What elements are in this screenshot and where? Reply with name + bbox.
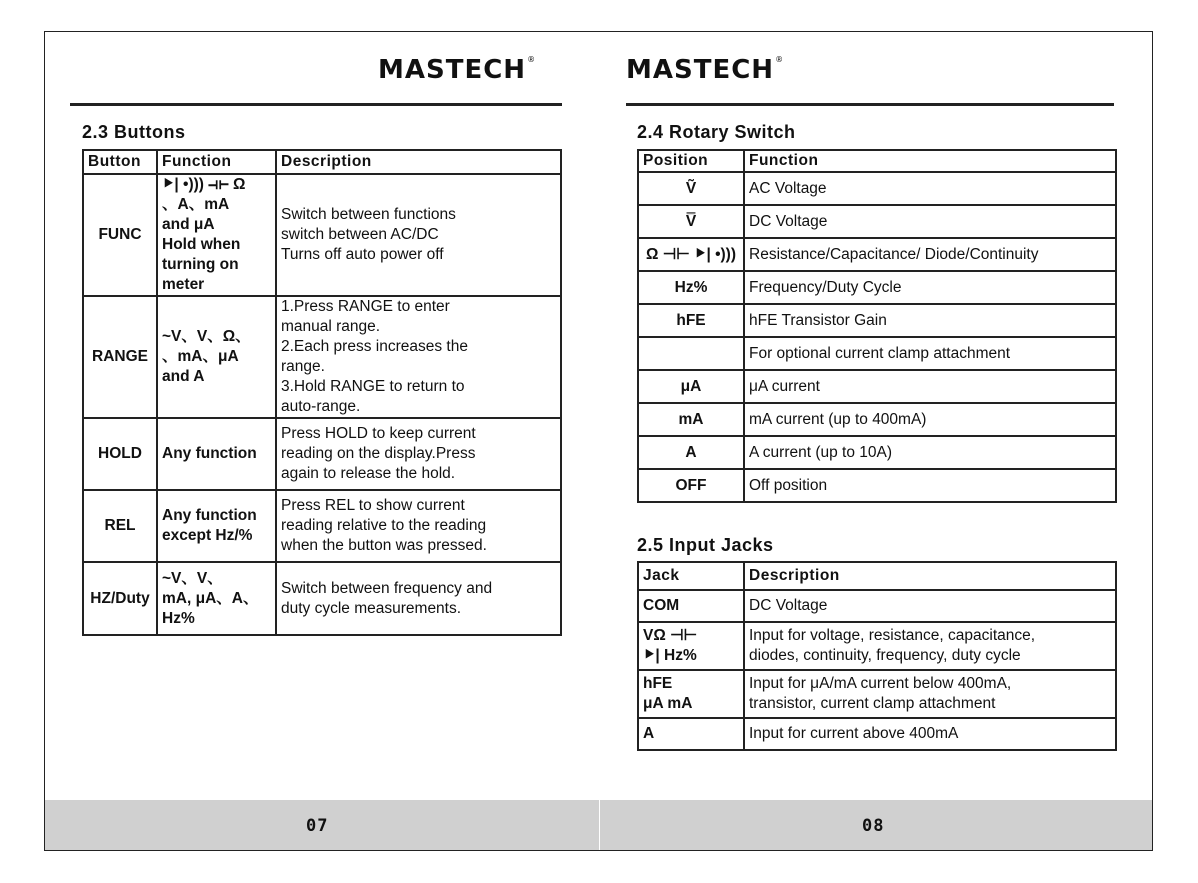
function-cell: A current (up to 10A)	[744, 436, 1116, 469]
position-cell: μA	[638, 370, 744, 403]
function-cell: ⯈| •))) ⊣⊢ Ω 、A、mA and μA Hold when turning on meter	[157, 174, 276, 296]
brand-logo-left: MASTECH®	[378, 55, 537, 85]
function-cell: Off position	[744, 469, 1116, 502]
function-cell: Frequency/Duty Cycle	[744, 271, 1116, 304]
button-cell: HZ/Duty	[83, 562, 157, 635]
table-header-row	[638, 562, 1116, 590]
page-number-right: 08	[862, 816, 885, 836]
button-cell: HOLD	[83, 418, 157, 490]
jack-cell: hFE μA mA	[638, 670, 744, 718]
jack-cell: COM	[638, 590, 744, 622]
position-cell	[638, 337, 744, 370]
table-header-row	[83, 150, 561, 174]
position-cell: mA	[638, 403, 744, 436]
position-cell: hFE	[638, 304, 744, 337]
button-cell: FUNC	[83, 174, 157, 296]
header-rule-left	[70, 103, 562, 106]
position-cell: Ṽ	[638, 172, 744, 205]
table-header-row	[638, 150, 1116, 172]
function-cell: DC Voltage	[744, 205, 1116, 238]
header-function: Function	[744, 150, 1116, 172]
table-row	[638, 337, 1116, 370]
table-row	[638, 271, 1116, 304]
header-description: Description	[276, 150, 561, 174]
table-row	[638, 436, 1116, 469]
button-cell: RANGE	[83, 296, 157, 418]
table-row	[83, 296, 561, 418]
function-cell: ~V、V、Ω、 、mA、μA and A	[157, 296, 276, 418]
section-title-input-jacks: 2.5 Input Jacks	[637, 535, 774, 555]
table-row	[638, 370, 1116, 403]
function-cell: μA current	[744, 370, 1116, 403]
position-cell: A	[638, 436, 744, 469]
position-cell: Hz%	[638, 271, 744, 304]
table-row	[638, 469, 1116, 502]
function-cell: mA current (up to 400mA)	[744, 403, 1116, 436]
table-row	[638, 670, 1116, 718]
table-row	[83, 562, 561, 635]
header-jack: Jack	[638, 562, 744, 590]
function-cell: For optional current clamp attachment	[744, 337, 1116, 370]
buttons-table	[82, 149, 562, 636]
description-cell: Input for current above 400mA	[744, 718, 1116, 750]
table-row	[638, 238, 1116, 271]
table-row	[638, 403, 1116, 436]
input-jacks-table	[637, 561, 1117, 751]
description-cell: Input for voltage, resistance, capacitance, diodes, continuity, frequency, duty cycle	[744, 622, 1116, 670]
brand-logo-right: MASTECH®	[626, 55, 785, 85]
function-cell: ~V、V、 mA, μA、A、 Hz%	[157, 562, 276, 635]
table-row	[638, 205, 1116, 238]
button-cell: REL	[83, 490, 157, 562]
table-row	[638, 304, 1116, 337]
rotary-switch-table	[637, 149, 1117, 503]
jack-cell: A	[638, 718, 744, 750]
page-number-left: 07	[306, 816, 329, 836]
description-cell: Press HOLD to keep current reading on the display.Press again to release the hold.	[276, 418, 561, 490]
function-cell: AC Voltage	[744, 172, 1116, 205]
position-cell: OFF	[638, 469, 744, 502]
description-cell: Switch between frequency and duty cycle measurements.	[276, 562, 561, 635]
header-button: Button	[83, 150, 157, 174]
position-cell: Ω ⊣⊢ ⯈| •)))	[638, 238, 744, 271]
description-cell: DC Voltage	[744, 590, 1116, 622]
function-cell: Resistance/Capacitance/ Diode/Continuity	[744, 238, 1116, 271]
section-title-buttons: 2.3 Buttons	[82, 122, 186, 142]
description-cell: 1.Press RANGE to enter manual range. 2.Each press increases the range. 3.Hold RANGE to return to auto-range.	[276, 296, 561, 418]
table-row	[83, 418, 561, 490]
table-row	[83, 174, 561, 296]
function-cell: hFE Transistor Gain	[744, 304, 1116, 337]
table-row	[638, 590, 1116, 622]
table-row	[638, 718, 1116, 750]
description-cell: Press REL to show current reading relative to the reading when the button was pressed.	[276, 490, 561, 562]
section-title-rotary-switch: 2.4 Rotary Switch	[637, 122, 796, 142]
function-cell: Any function	[157, 418, 276, 490]
table-row	[638, 622, 1116, 670]
header-rule-right	[626, 103, 1114, 106]
function-cell: Any function except Hz/%	[157, 490, 276, 562]
jack-cell: VΩ ⊣⊢ ⯈| Hz%	[638, 622, 744, 670]
description-cell: Switch between functions switch between AC/DC Turns off auto power off	[276, 174, 561, 296]
header-position: Position	[638, 150, 744, 172]
table-row	[83, 490, 561, 562]
header-function: Function	[157, 150, 276, 174]
header-description: Description	[744, 562, 1116, 590]
description-cell: Input for μA/mA current below 400mA, transistor, current clamp attachment	[744, 670, 1116, 718]
position-cell: V̿	[638, 205, 744, 238]
table-row	[638, 172, 1116, 205]
